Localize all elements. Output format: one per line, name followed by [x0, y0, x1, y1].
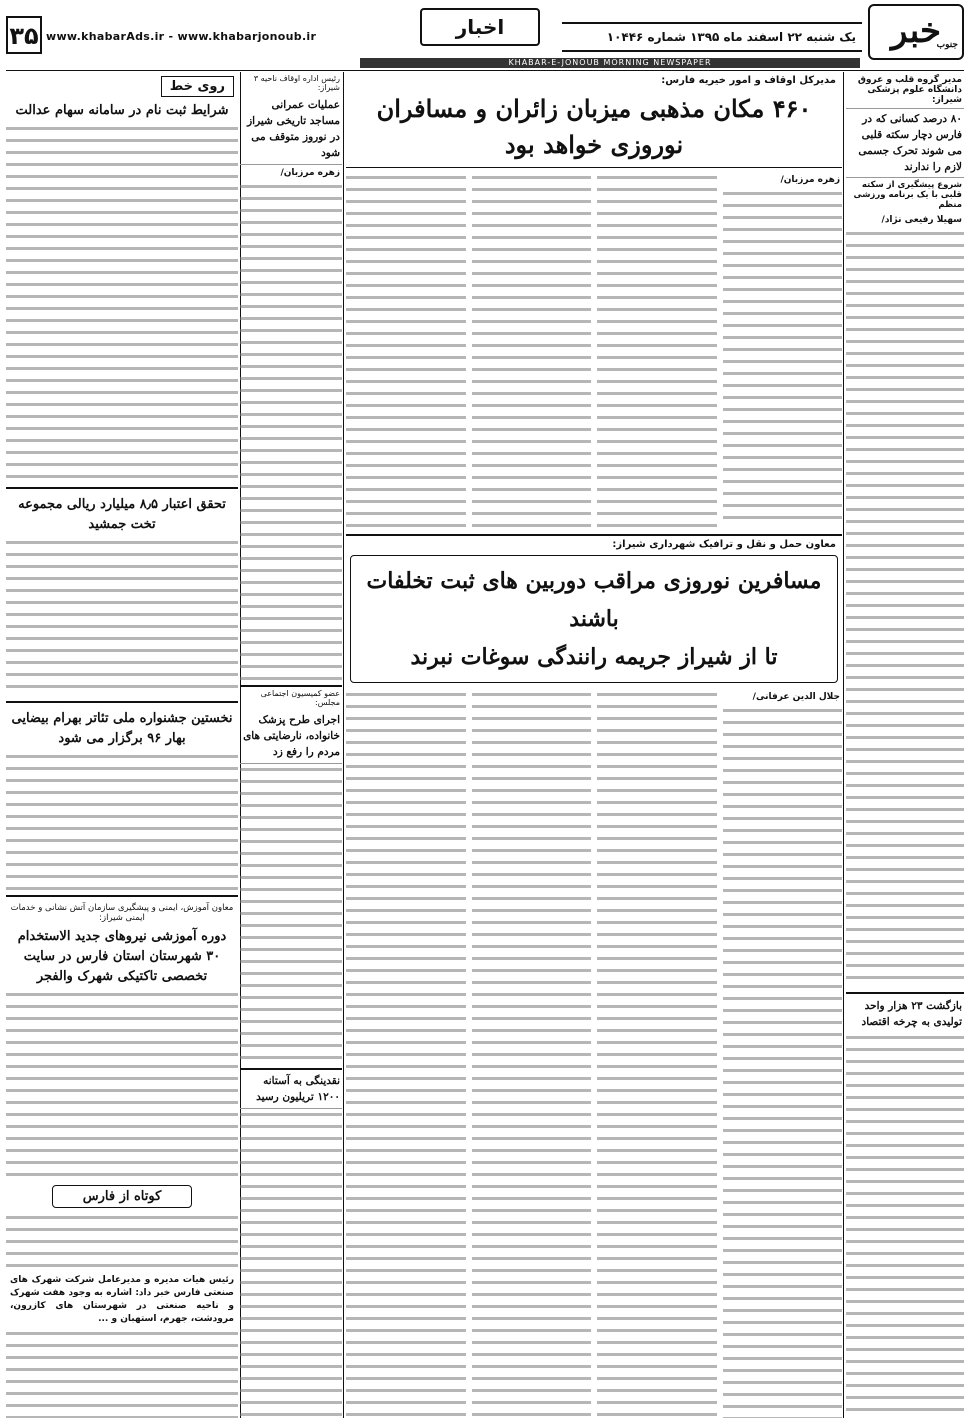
second-byline: جلال الدین عرفانی/ — [752, 692, 840, 702]
second-kicker: معاون حمل و نقل و ترافیک شهرداری شیراز: — [346, 534, 842, 553]
lead-body-col-1 — [723, 188, 843, 528]
page-number: ۳۵ — [6, 16, 42, 54]
second-headline[interactable] — [350, 555, 838, 683]
side-headline-3[interactable]: نقدینگی به آستانه ۱۲۰۰ تریلیون رسید — [240, 1070, 342, 1109]
section-divider — [6, 487, 238, 489]
left-headline-2[interactable]: تحقق اعتبار ۸٫۵ میلیارد ریالی مجموعه تخت جمشید — [18, 497, 226, 532]
section-tag-online: روی خط — [161, 76, 234, 97]
second-headline-line-1: مسافرین نوروزی مراقب دوربین های ثبت تخلفات باشند — [366, 568, 822, 632]
column-divider — [343, 72, 344, 1418]
side-byline: زهره مرزبان/ — [280, 168, 340, 178]
short-news-body — [6, 1212, 238, 1272]
right-column — [846, 72, 964, 1418]
lead-kicker: مدیرکل اوقاف و امور خیریه فارس: — [661, 75, 836, 86]
article-byline: سهیلا رفیعی نژاد/ — [881, 215, 962, 225]
second-body-col-2 — [597, 689, 717, 1418]
box-body — [846, 1032, 964, 1418]
side-box-2 — [240, 685, 342, 1064]
second-body-col-1 — [723, 705, 843, 1418]
side-kicker: رئیس اداره اوقاف ناحیه ۳ شیراز: — [253, 74, 340, 92]
short-news-body-2 — [6, 1328, 238, 1418]
short-news-tag: کوتاه از فارس — [52, 1185, 192, 1208]
website-urls[interactable]: www.khabarAds.ir - www.khabarjonoub.ir — [46, 30, 317, 43]
short-news-bold: رئیس هیات مدیره و مدیرعامل شرکت شهرک های صنعتی فارس خبر داد: اشاره به وجود هفت شهرک و ناحیه صنعتی در شهرستان های کازرون، مرودشت، جهرم، استهبان و ... — [10, 1275, 234, 1324]
logo-text: خبر — [890, 11, 942, 51]
second-body-col-4 — [346, 689, 466, 1418]
left-body-1 — [6, 123, 238, 483]
side-kicker-2: عضو کمیسیون اجتماعی مجلس: — [260, 689, 340, 707]
logo-sub: جنوب — [936, 40, 958, 50]
lead-headline[interactable]: ۴۶۰ مکان مذهبی میزبان زائران و مسافران نوروزی خواهد بود — [346, 89, 842, 168]
lead-byline: زهره مرزبان/ — [780, 175, 840, 185]
second-headline-line-2: تا از شیراز جریمه رانندگی سوغات نبرند — [410, 644, 778, 670]
side-body — [240, 181, 342, 681]
second-article — [346, 685, 842, 1418]
column-divider — [843, 72, 844, 1418]
issue-date-line: یک شنبه ۲۲ اسفند ماه ۱۳۹۵ شماره ۱۰۴۴۶ — [562, 22, 862, 52]
side-body-3 — [240, 1109, 342, 1418]
article-body — [846, 228, 964, 988]
lead-body-col-2 — [597, 172, 717, 528]
left-headline-1[interactable]: شرایط ثبت نام در سامانه سهام عدالت — [15, 103, 229, 118]
header-divider — [6, 70, 964, 71]
lead-body-col-3 — [472, 172, 592, 528]
main-column — [346, 72, 842, 1418]
left-kicker-4: معاون آموزش، ایمنی و پیشگیری سازمان آتش نشانی و خدمات ایمنی شیراز: — [10, 903, 234, 923]
left-body-3 — [6, 751, 238, 891]
left-headline-3[interactable]: نخستین جشنواره ملی تئاتر بهرام بیضایی بهار ۹۶ برگزار می شود — [11, 711, 233, 746]
box-headline[interactable]: بازگشت ۲۳ هزار واحد تولیدی به چرخه اقتصاد — [861, 1000, 962, 1028]
section-divider — [6, 701, 238, 703]
section-divider — [6, 895, 238, 897]
article-headline[interactable]: ۸۰ درصد کسانی که در فارس دچار سکته قلبی می شوند تحرک جسمی لازم را ندارند — [858, 113, 962, 173]
news-box — [846, 992, 964, 1418]
section-title: اخبار — [420, 8, 540, 46]
side-body-2 — [240, 764, 342, 1064]
paper-name-bar: KHABAR-E-JONOUB MORNING NEWSPAPER — [360, 58, 860, 68]
side-box-3 — [240, 1068, 342, 1418]
lead-article — [346, 168, 842, 532]
left-headline-4[interactable]: دوره آموزشی نیروهای جدید الاستخدام ۳۰ شهرستان استان فارس در سایت تخصصی تاکتیکی شهرک والفجر — [17, 929, 227, 984]
left-body-2 — [6, 537, 238, 697]
newspaper-logo[interactable] — [868, 4, 964, 60]
left-column — [6, 72, 238, 1418]
second-body-col-3 — [472, 689, 592, 1418]
article-subheadline: شروع پیشگیری از سکته قلبی با یک برنامه ورزشی منظم — [846, 177, 964, 212]
lead-body-col-4 — [346, 172, 466, 528]
side-column — [240, 72, 342, 1418]
side-headline[interactable]: عملیات عمرانی مساجد تاریخی شیراز در نوروز متوقف می شود — [240, 94, 342, 165]
left-body-4 — [6, 989, 238, 1179]
masthead — [0, 0, 970, 70]
article-kicker: مدیر گروه قلب و عروق دانشگاه علوم پزشکی شیراز: — [846, 72, 964, 109]
side-headline-2[interactable]: اجرای طرح پزشک خانواده، نارضایتی های مردم را رفع زد — [240, 709, 342, 764]
